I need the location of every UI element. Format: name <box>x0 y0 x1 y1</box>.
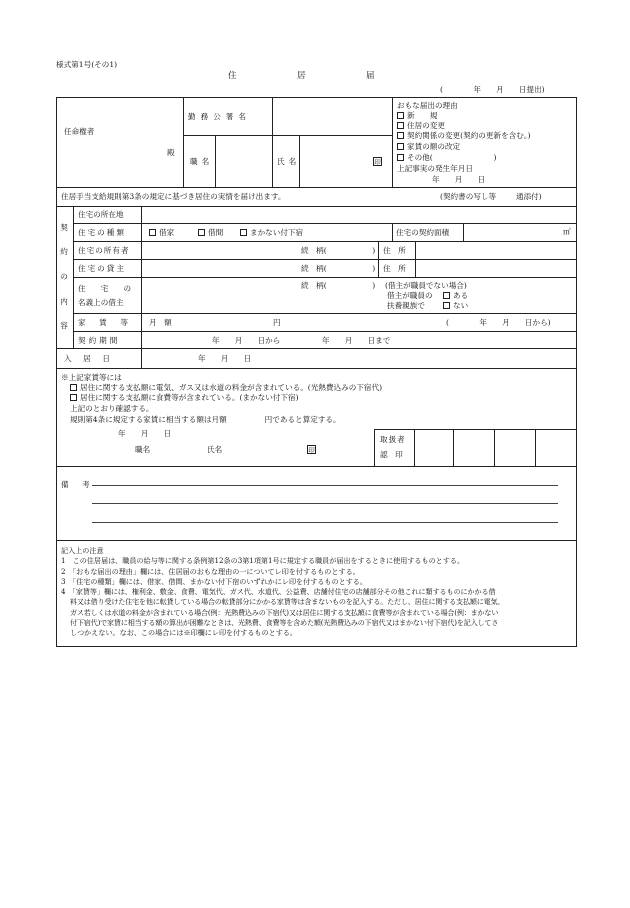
divider <box>73 331 576 332</box>
form-number: 様式第1号(その1) <box>56 60 118 69</box>
type-rental-house[interactable]: 借家 <box>149 229 174 237</box>
type-label: 住宅の種類 <box>78 228 126 237</box>
instruction-continuation: 付下宿代)で家賃に相当する額の算出が困難なときは、光熱費、食費等を含めた額(光熱費込みの下宿代又はまかない付下宿代)を記入してさ <box>70 618 499 628</box>
move-in-label: 入 居 日 <box>64 354 112 363</box>
owner-relation[interactable]: 続 柄( ) <box>301 246 376 255</box>
appointer-honorific: 殿 <box>167 148 175 157</box>
submit-date[interactable]: ( 年 月 日提出) <box>440 85 545 94</box>
checkbox-icon[interactable] <box>397 122 404 129</box>
office-label: 勤務公署名 <box>188 112 251 121</box>
confirm-date[interactable]: 年 月 日 <box>118 429 172 438</box>
confirmer-position: 職名 <box>135 445 151 454</box>
confirmer-seal: 印 <box>308 446 315 454</box>
divider <box>378 241 379 277</box>
confirmer-name: 氏名 <box>207 445 223 454</box>
contract-copy-suffix: 通添付) <box>516 192 542 201</box>
borrower-note: (借主が職員でない場合) <box>385 281 467 290</box>
divider <box>535 429 536 466</box>
confirm-text: 上記のとおり確認する。 <box>70 404 154 413</box>
divider <box>272 97 273 187</box>
checkbox-icon[interactable] <box>397 112 404 119</box>
borrower-label-2: 名義上の借主 <box>78 298 124 307</box>
dependent-label-1: 借主が職員の <box>387 291 433 300</box>
period-to[interactable]: 年 月 日まで <box>322 336 391 345</box>
rent-yen: 円 <box>273 318 281 327</box>
checkbox-icon[interactable] <box>397 143 404 150</box>
reason-rent-revision[interactable]: 家賃の額の改定 <box>397 143 460 151</box>
divider <box>141 206 142 368</box>
instructions-heading: 記入上の注意 <box>61 546 104 555</box>
checkbox-icon[interactable] <box>70 384 77 391</box>
divider <box>56 206 576 207</box>
borrower-relation[interactable]: 続 柄( ) <box>301 281 376 290</box>
divider <box>73 241 576 242</box>
checkbox-icon[interactable] <box>70 394 77 401</box>
lender-label: 住宅の貸主 <box>78 264 126 273</box>
divider <box>374 429 576 430</box>
side-label-char: 内 <box>60 297 68 306</box>
page-title: 住 居 届 <box>228 71 401 81</box>
side-label-char: 容 <box>60 321 68 330</box>
reasons-heading: おもな届出の理由 <box>397 101 458 110</box>
remarks-line[interactable] <box>92 522 558 523</box>
frame-right <box>576 97 577 647</box>
divider <box>73 223 576 224</box>
owner-label: 住宅の所有者 <box>78 246 130 255</box>
dependent-no[interactable]: ない <box>443 302 468 310</box>
divider <box>453 429 454 466</box>
checkbox-icon[interactable] <box>240 229 247 236</box>
rent-from-date[interactable]: ( 年 月 日から) <box>446 318 551 327</box>
instruction-item: 4 「家賃等」欄には、権利金、敷金、食費、電気代、ガス代、水道代、公益費、店舗付住宅の店舗部分その他これに類するものにかかる借 <box>61 587 496 597</box>
side-label-char: 約 <box>60 247 68 256</box>
lender-relation[interactable]: 続 柄( ) <box>301 264 376 273</box>
remarks-label: 備 考 <box>61 480 93 489</box>
divider <box>56 187 576 188</box>
frame-bottom <box>56 646 576 647</box>
checkbox-icon[interactable] <box>443 302 450 309</box>
contract-copy-label: (契約書の写し等 <box>440 192 497 201</box>
side-label-char: の <box>60 272 68 281</box>
checkbox-icon[interactable] <box>149 229 156 236</box>
instruction-item: 1 この住居届は、職員の給与等に関する条例第12条の3第1項第1号に規定する職員が届出をするときに使用するものとする。 <box>61 556 465 566</box>
rent-monthly-label: 月 額 <box>149 318 172 327</box>
occurrence-date[interactable]: 年 月 日 <box>432 175 486 184</box>
reason-contract-change[interactable]: 契約関係の変更(契約の更新を含む。) <box>397 132 531 140</box>
checkbox-icon[interactable] <box>397 132 404 139</box>
appointer-label: 任命権者 <box>64 127 95 136</box>
period-label: 契約期間 <box>78 336 121 345</box>
divider <box>392 223 393 241</box>
type-boarding[interactable]: まかない付下宿 <box>240 229 303 237</box>
divider <box>56 348 576 349</box>
instruction-item: 2 「おもな届出の理由」欄には、住居届のおもな理由の一についてレ印を付するものとする。 <box>61 566 360 576</box>
divider <box>56 368 576 369</box>
rent-note-utilities[interactable]: 居住に関する支払額に電気、ガス又は水道の料金が含まれている。(光熱費込みの下宿代) <box>70 384 382 392</box>
frame-top <box>56 97 576 98</box>
divider <box>494 429 495 466</box>
checkbox-icon[interactable] <box>443 292 450 299</box>
divider <box>73 259 576 260</box>
seal-mark: 印 <box>374 158 381 166</box>
lender-address-label: 住 所 <box>383 264 406 273</box>
divider <box>73 277 576 278</box>
area-label: 住宅の契約面積 <box>396 228 450 237</box>
divider <box>414 429 415 466</box>
owner-address-label: 住 所 <box>383 246 406 255</box>
dependent-label-2: 扶養親族で <box>387 301 425 310</box>
handler-label: 取扱者 <box>380 435 406 444</box>
divider <box>56 466 576 467</box>
divider <box>73 313 576 314</box>
checkbox-icon[interactable] <box>397 154 404 161</box>
borrower-label-1: 住 宅 の <box>78 284 132 293</box>
type-rental-room[interactable]: 借間 <box>198 229 223 237</box>
divider <box>215 135 216 187</box>
divider <box>392 97 393 187</box>
area-unit: ㎡ <box>563 227 571 236</box>
rent-note-meals[interactable]: 居住に関する支払額に食費等が含まれている。(まかない付下宿) <box>70 394 299 402</box>
side-label-char: 契 <box>60 223 68 232</box>
frame-left <box>56 97 57 647</box>
instruction-continuation: 料又は借り受けた住宅を他に転貸している場合の転貸部分にかかる家賃等は含まないものを記入する。ただし、居住に関する支払額に電気、 <box>70 597 505 607</box>
reason-new[interactable]: 新 規 <box>397 112 437 120</box>
divider <box>183 97 184 187</box>
checkbox-icon[interactable] <box>198 229 205 236</box>
occurrence-date-label: 上記事実の発生年月日 <box>397 164 473 173</box>
instruction-continuation: ガス若しくは水道の料金が含まれている場合(例：光熱費込みの下宿代)又は居住に関する支払額に食費等が含まれている場合(例：まかない <box>70 607 499 617</box>
rent-notes-heading: ※上記家賃等には <box>61 373 122 382</box>
divider <box>463 223 464 241</box>
divider <box>415 241 416 277</box>
reason-other[interactable]: その他( ) <box>397 154 496 162</box>
divider <box>374 429 375 466</box>
dependent-yes[interactable]: ある <box>443 292 468 300</box>
rent-label: 家 賃 等 <box>78 318 131 327</box>
reason-change-residence[interactable]: 住居の変更 <box>397 122 445 130</box>
remarks-line[interactable] <box>92 485 558 486</box>
instruction-item: 3 「住宅の種類」欄には、借家、借間、まかない付下宿のいずれかにレ印を付するものとする。 <box>61 576 367 586</box>
handler-seal-label: 認 印 <box>380 450 403 459</box>
name-label: 氏名 <box>277 157 301 166</box>
move-in-date[interactable]: 年 月 日 <box>198 354 252 363</box>
remarks-line[interactable] <box>92 503 558 504</box>
instruction-continuation: しつかえない。なお、この場合には※印欄にレ印を付するものとする。 <box>70 628 297 638</box>
divider <box>56 540 576 541</box>
position-label: 職名 <box>190 157 214 166</box>
instructions <box>61 546 575 639</box>
rule-text: 規則第4条に規定する家賃に相当する額は月額 円であると算定する。 <box>70 415 341 424</box>
period-from[interactable]: 年 月 日から <box>212 336 281 345</box>
declaration: 住居手当支給規則第3条の規定に基づき居住の実情を届け出ます。 <box>61 192 286 201</box>
location-label: 住宅の所在地 <box>78 210 124 219</box>
